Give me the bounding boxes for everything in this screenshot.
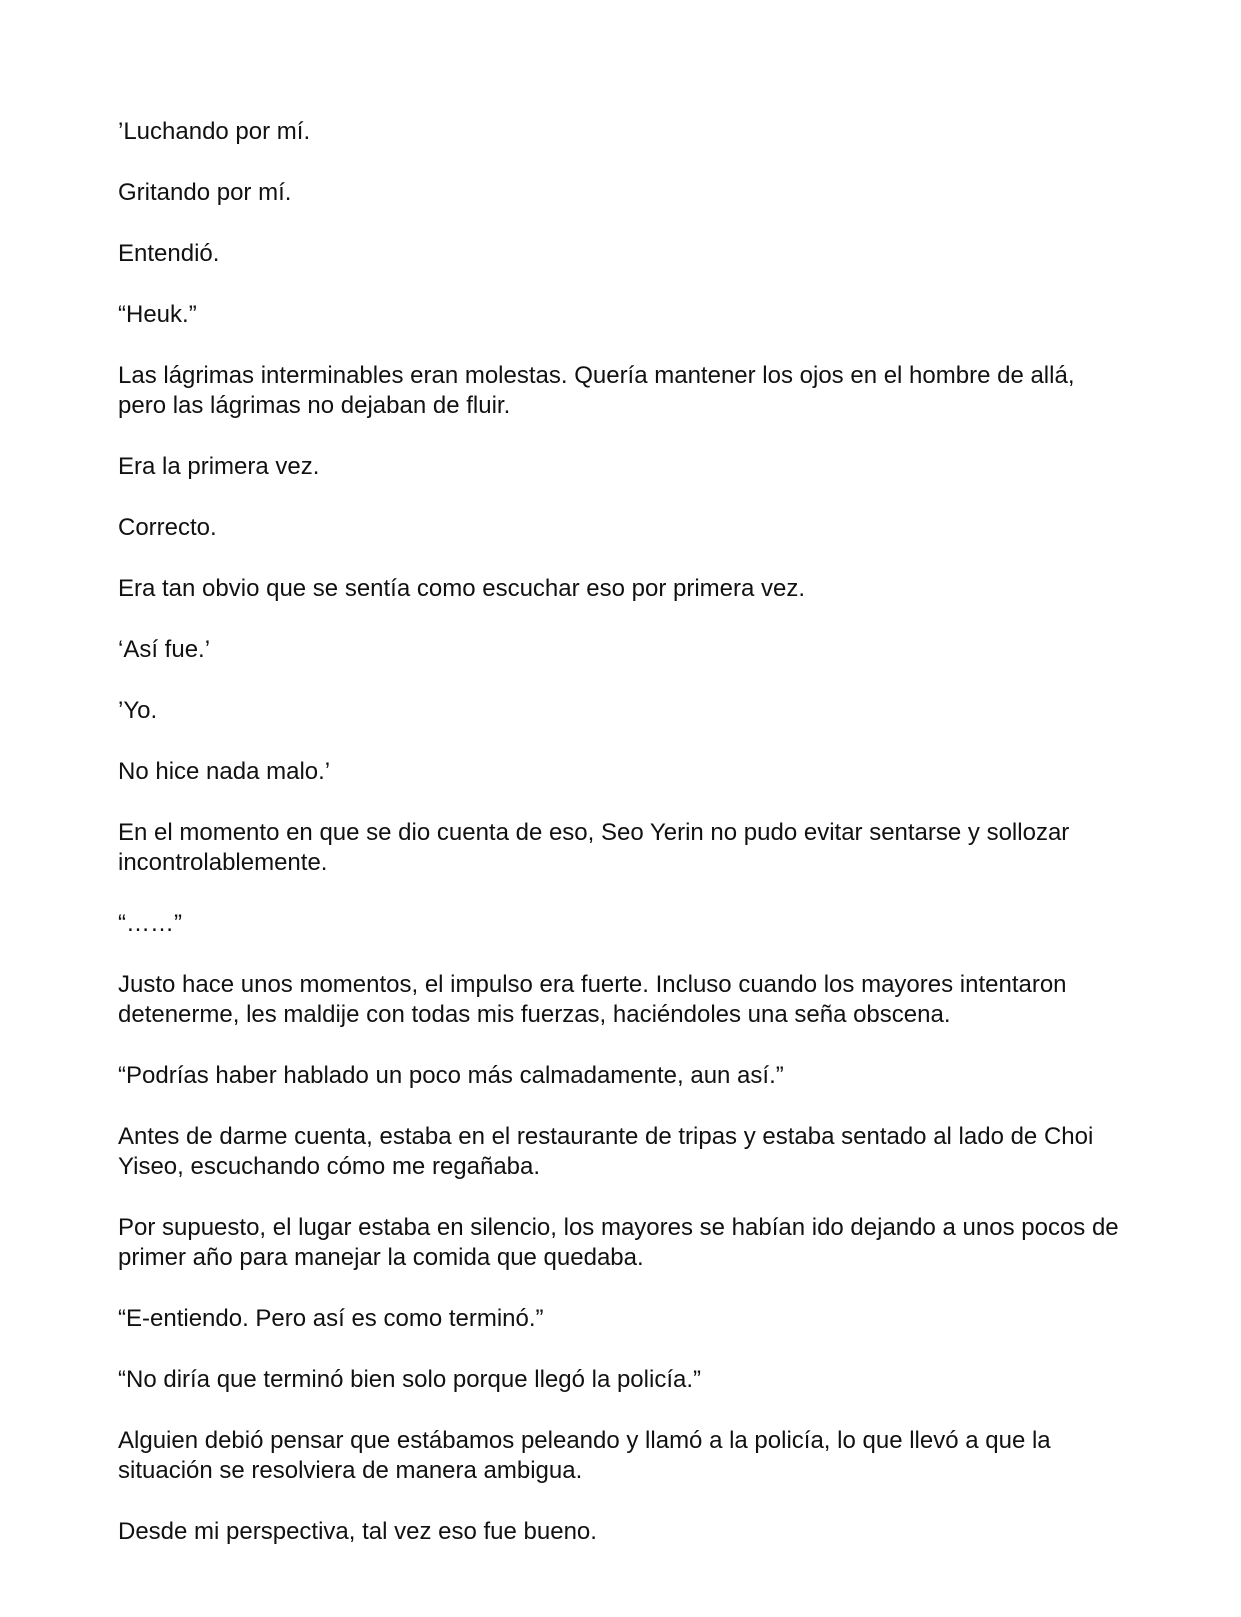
paragraph-21: Desde mi perspectiva, tal vez eso fue bueno. — [118, 1518, 597, 1545]
paragraph-15: “Podrías haber hablado un poco más calmadamente, aun así.” — [118, 1062, 784, 1089]
paragraph-3: Entendió. — [118, 240, 220, 267]
paragraph-20: Alguien debió pensar que estábamos peleando y llamó a la policía, lo que llevó a que la situación se resolviera de manera ambigua. — [118, 1427, 1051, 1484]
paragraph-6: Era la primera vez. — [118, 453, 320, 480]
paragraph-5: Las lágrimas interminables eran molestas. Quería mantener los ojos en el hombre de allá, pero las lágrimas no dejaban de fluir. — [118, 362, 1075, 419]
paragraph-2: Gritando por mí. — [118, 179, 292, 206]
paragraph-10: ’Yo. — [118, 697, 158, 724]
paragraph-8: Era tan obvio que se sentía como escuchar eso por primera vez. — [118, 575, 806, 602]
paragraph-18: “E-entiendo. Pero así es como terminó.” — [118, 1305, 544, 1332]
document-body — [118, 117, 1128, 1578]
paragraph-17: Por supuesto, el lugar estaba en silencio, los mayores se habían ido dejando a unos pocos de primer año para manejar la comida que quedaba. — [118, 1214, 1119, 1271]
paragraph-7: Correcto. — [118, 514, 217, 541]
paragraph-14: Justo hace unos momentos, el impulso era fuerte. Incluso cuando los mayores intentaron detenerme, les maldije con todas mis fuerzas, haciéndoles una seña obscena. — [118, 971, 1067, 1028]
paragraph-1: ’Luchando por mí. — [118, 118, 311, 145]
paragraph-11: No hice nada malo.’ — [118, 758, 331, 785]
paragraph-12: En el momento en que se dio cuenta de eso, Seo Yerin no pudo evitar sentarse y sollozar incontrolablemente. — [118, 819, 1070, 876]
paragraph-4: “Heuk.” — [118, 301, 197, 328]
paragraph-16: Antes de darme cuenta, estaba en el restaurante de tripas y estaba sentado al lado de Choi Yiseo, escuchando cómo me regañaba. — [118, 1123, 1094, 1180]
paragraph-9: ‘Así fue.’ — [118, 636, 211, 663]
paragraph-13: “……” — [118, 910, 182, 937]
paragraph-19: “No diría que terminó bien solo porque llegó la policía.” — [118, 1366, 701, 1393]
